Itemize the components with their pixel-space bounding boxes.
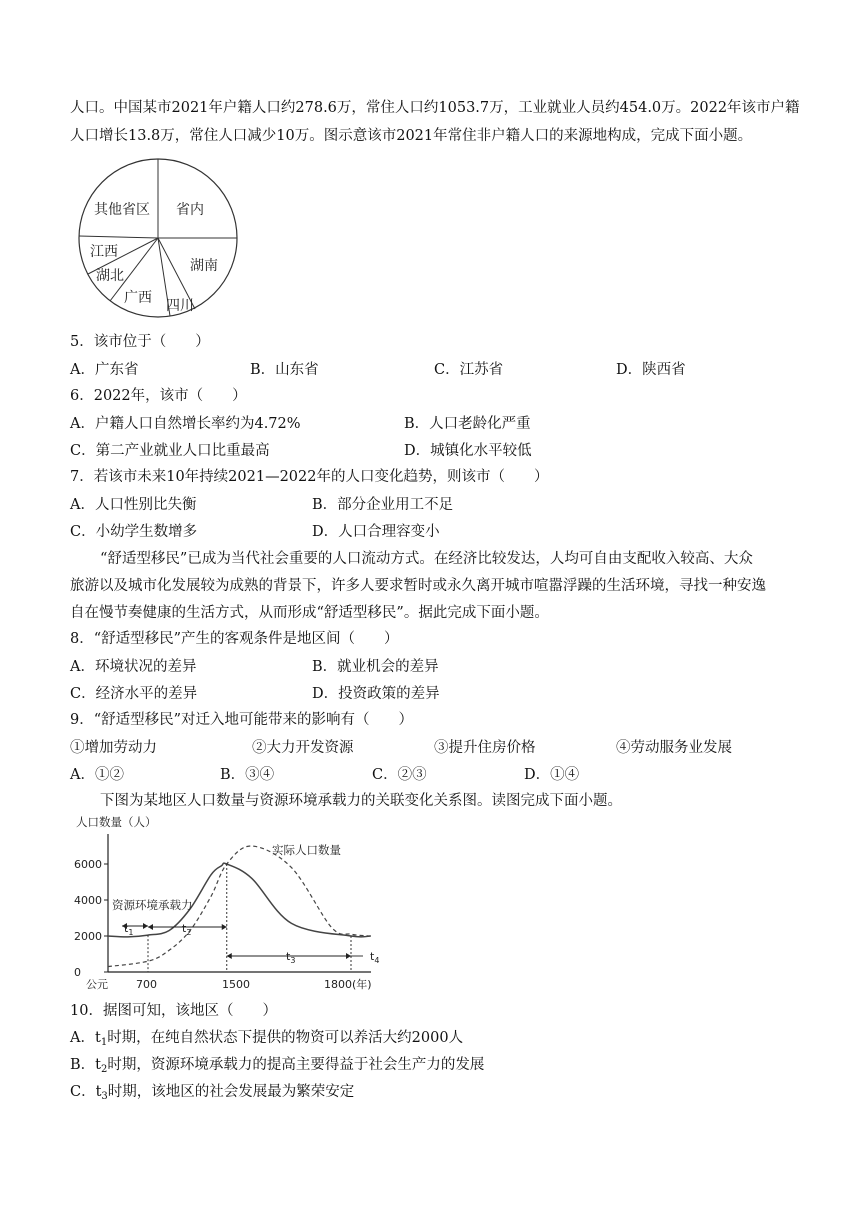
y-tick-2000: 2000 (74, 930, 102, 943)
q5-option-a[interactable]: A．广东省 (70, 362, 139, 378)
q10-option-c-text: 时期，该地区的社会发展最为繁荣安定 (107, 1084, 355, 1100)
q9-option-b[interactable]: B．③④ (220, 767, 275, 783)
q10-option-c-prefix: C．t (70, 1084, 102, 1100)
q8-option-a[interactable]: A．环境状况的差异 (70, 659, 197, 675)
q9-item-1: ①增加劳动力 (70, 740, 157, 756)
q10-option-b-sub: 2 (100, 1064, 108, 1075)
q7-stem: 7．若该市未来10年持续2021—2022年的人口变化趋势，则该市（ ） (70, 469, 549, 485)
q9-option-a[interactable]: A．①② (70, 767, 124, 783)
q8-option-b[interactable]: B．就业机会的差异 (312, 659, 439, 675)
period-arrow-t2-head (148, 924, 153, 930)
q5-option-d[interactable]: D．陕西省 (616, 362, 686, 378)
period-label-t4: $t_4$ (370, 950, 380, 965)
q5-option-c[interactable]: C．江苏省 (434, 362, 504, 378)
pie-label-jiangxi: 江西 (90, 244, 118, 260)
q10-option-a-prefix: A．t (70, 1030, 101, 1046)
q10-option-a-text: 时期，在纯自然状态下提供的物资可以养活大约2000人 (107, 1030, 464, 1046)
pie-label-hubei: 湖北 (96, 268, 124, 284)
q8-stem: 8．“舒适型移民”产生的客观条件是地区间（ ） (70, 631, 399, 647)
period-label-t2: $t_2$ (182, 922, 192, 937)
x-tick-700: 700 (136, 978, 157, 991)
q7-option-a[interactable]: A．人口性别比失衡 (70, 497, 197, 513)
intro-line-1: 人口。中国某市2021年户籍人口约278.6万，常住人口约1053.7万，工业就业人员约454.0万。2022年该市户籍 (70, 100, 800, 116)
pie-label-in-province: 省内 (176, 202, 204, 218)
q7-option-c[interactable]: C．小幼学生数增多 (70, 524, 198, 540)
q9-item-3: ③提升住房价格 (434, 740, 536, 756)
passage3-line-1: 下图为某地区人口数量与资源环境承载力的关联变化关系图。读图完成下面小题。 (100, 793, 622, 809)
q9-option-c[interactable]: C．②③ (372, 767, 427, 783)
x-tick-origin: 公元 (86, 978, 108, 991)
q6-option-b[interactable]: B．人口老龄化严重 (404, 416, 531, 432)
q5-stem: 5．该市位于（ ） (70, 334, 210, 350)
q9-stem: 9．“舒适型移民”对迁入地可能带来的影响有（ ） (70, 712, 414, 728)
q6-option-a[interactable]: A．户籍人口自然增长率约为4.72% (70, 416, 301, 432)
q6-option-c[interactable]: C．第二产业就业人口比重最高 (70, 443, 270, 459)
passage2-line-2: 旅游以及城市化发展较为成熟的背景下，许多人要求暂时或永久离开城市喧嚣浮躁的生活环境，寻找一种安逸 (70, 578, 766, 594)
y-tick-4000: 4000 (74, 894, 102, 907)
intro-line-2: 人口增长13.8万，常住人口减少10万。图示意该市2021年常住非户籍人口的来源地构成，完成下面小题。 (70, 128, 753, 144)
q10-option-b[interactable] (70, 1055, 484, 1080)
actual-population-label: 实际人口数量 (272, 843, 341, 857)
q6-option-d[interactable]: D．城镇化水平较低 (404, 443, 532, 459)
pie-label-other: 其他省区 (94, 202, 150, 218)
q10-option-a[interactable] (70, 1028, 463, 1053)
chart-ylabel: 人口数量（人） (76, 815, 157, 829)
passage2-line-3: 自在慢节奏健康的生活方式，从而形成“舒适型移民”。据此完成下面小题。 (70, 605, 549, 621)
q10-stem: 10．据图可知，该地区（ ） (70, 1003, 277, 1019)
period-label-t3: $t_3$ (286, 950, 296, 965)
q8-option-d[interactable]: D．投资政策的差异 (312, 686, 440, 702)
q9-item-4: ④劳动服务业发展 (616, 740, 732, 756)
period-arrow-t1-head (143, 923, 148, 929)
y-tick-6000: 6000 (74, 858, 102, 871)
q8-option-c[interactable]: C．经济水平的差异 (70, 686, 198, 702)
passage2-line-1: “舒适型移民”已成为当代社会重要的人口流动方式。在经济比较发达，人均可自由支配收入较高、大众 (100, 551, 753, 567)
y-tick-0: 0 (74, 966, 81, 979)
q9-item-2: ②大力开发资源 (252, 740, 354, 756)
period-arrow-t3-head (346, 953, 351, 959)
population-carrying-capacity-chart (66, 812, 396, 998)
period-arrow-t2-head (222, 924, 227, 930)
pie-label-sichuan: 四川 (166, 298, 194, 314)
period-label-t1: $t_1$ (124, 922, 134, 937)
q10-option-c[interactable] (70, 1082, 354, 1107)
q10-option-c-sub: 3 (101, 1091, 108, 1102)
q10-option-a-sub: 1 (100, 1037, 108, 1048)
x-tick-1500: 1500 (222, 978, 250, 991)
q7-option-d[interactable]: D．人口合理容变小 (312, 524, 440, 540)
carrying-capacity-label: 资源环境承载力 (112, 898, 193, 912)
q9-option-d[interactable]: D．①④ (524, 767, 580, 783)
q10-option-b-prefix: B．t (70, 1057, 101, 1073)
q6-stem: 6．2022年，该市（ ） (70, 388, 247, 404)
q10-option-b-text: 时期，资源环境承载力的提高主要得益于社会生产力的发展 (107, 1057, 485, 1073)
q7-option-b[interactable]: B．部分企业用工不足 (312, 497, 454, 513)
period-arrow-t3-head (227, 953, 232, 959)
pie-label-hunan: 湖南 (190, 258, 218, 274)
q5-option-b[interactable]: B．山东省 (250, 362, 319, 378)
pie-label-guangxi: 广西 (124, 290, 152, 306)
x-tick-1800: 1800(年) (324, 978, 372, 991)
source-pie-chart (72, 158, 244, 318)
